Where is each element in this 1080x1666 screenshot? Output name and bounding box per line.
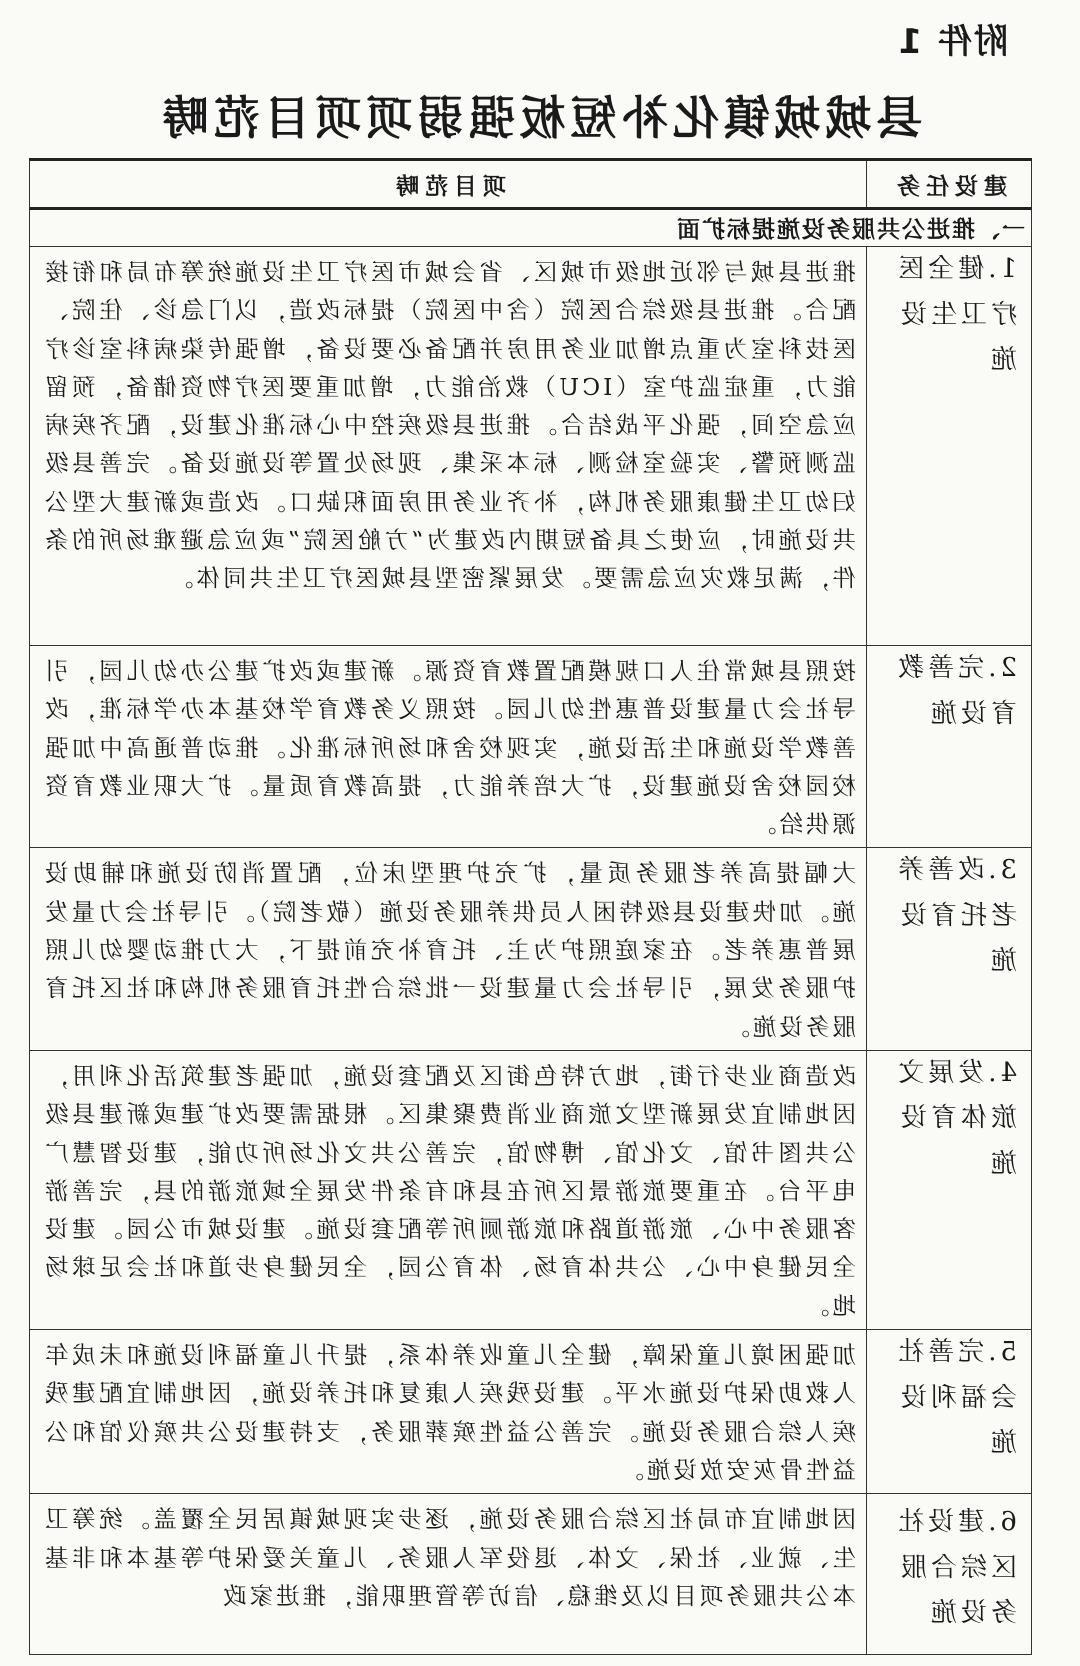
scope-cell: 按照县城常住人口规模配置教育资源。新建或改扩建公办幼儿园，引导社会力量建设普惠性幼儿园。按照义务教育学校基本办学标准，改善教学设施和生活设施，实现校舍和场所标准化。推动普通高中加强校园校舍设施建设，扩大培养能力，提高教育质量。扩大职业教育资源供给。 [30,646,867,848]
task-cell: 2.完善教育设施 [867,646,1032,848]
section-heading: 一、推进公共服务设施提标扩面 [30,209,1032,247]
scope-cell: 推进县城与邻近地级市城区、省会城市医疗卫生设施统筹布局和衔接配合。推进县级综合医院（含中医院）提标改造，以门急诊、住院、医技科室为重点增加业务用房并配备必要设备，增强传染病科室诊疗能力，重症监护室（ICU）救治能力，增加重要医疗物资储备，预留应急空间，强化平战结合。推进县级疾控中心标准化建设，配齐疾病监测预警、实验室检测、标本采集、现场处置等设施设备。完善县级妇幼卫生健康服务机构，补齐业务用房面积缺口。改造或新建大型公共设施时，应使之具备短期内改建为“方舱医院”或应急避难场所的条件，满足救灾应急需要。发展紧密型县城医疗卫生共同体。 [30,247,867,646]
scope-cell: 因地制宜布局社区综合服务设施，逐步实现城镇居民全覆盖。统筹卫生、就业、社保、文体、退役军人服务、儿童关爱保护等基本和非基本公共服务项目以及维稳、信访等管理职能，推进家政 [30,1494,867,1655]
table-row [30,1330,1032,1494]
scope-cell: 大幅提高养老服务质量，扩充护理型床位，配置消防设施和辅助设施。加快建设县级特困人员供养服务设施（敬老院）。引导社会力量发展普惠养老。在家庭照护为主、托育补充前提下，大力推动婴幼儿照护服务发展，引导社会力量建设一批综合性托育服务机构和社区托育服务设施。 [30,848,867,1050]
table-row [30,848,1032,1050]
header-scope: 项目范畴 [30,160,867,209]
section-row [30,209,1032,247]
page-title: 县城城镇化补短板强弱项项目范畴 [157,91,923,145]
task-cell: 3.改善养老托育设施 [867,848,1032,1050]
table-row [30,646,1032,848]
table-row [30,1494,1032,1655]
task-cell: 6.建设社区综合服务设施 [867,1494,1032,1655]
project-scope-table [29,158,1032,1655]
scope-cell: 加强困境儿童保障，健全儿童收养体系，提升儿童福利设施和未成年人救助保护设施水平。建设残疾人康复和托养设施，因地制宜配建残疾人综合服务设施。完善公益性殡葬服务，支持建设公共殡仪馆和公益性骨灰安放设施。 [30,1330,867,1494]
header-task: 建设任务 [867,160,1032,209]
task-cell: 5.完善社会福利设施 [867,1330,1032,1494]
table-header-row [30,160,1032,209]
table-row [30,247,1032,646]
task-cell: 4.发展文旅体育设施 [867,1050,1032,1329]
task-cell: 1.健全医疗卫生设施 [867,247,1032,646]
attachment-label: 附件 1 [896,22,1008,62]
table-row [30,1050,1032,1329]
scope-cell: 改造商业步行街，地方特色街区及配套设施，加强老建筑活化利用，因地制宜发展新型文旅商业消费聚集区。根据需要改扩建或新建县级公共图书馆、文化馆、博物馆，完善公共文化场所功能，建设智慧广电平台。在重要旅游景区所在县和有条件发展全域旅游的县，完善游客服务中心、旅游道路和旅游厕所等配套设施。建设城市公园。建设全民健身中心、公共体育场、体育公园，全民健身步道和社会足球场地。 [30,1050,867,1329]
